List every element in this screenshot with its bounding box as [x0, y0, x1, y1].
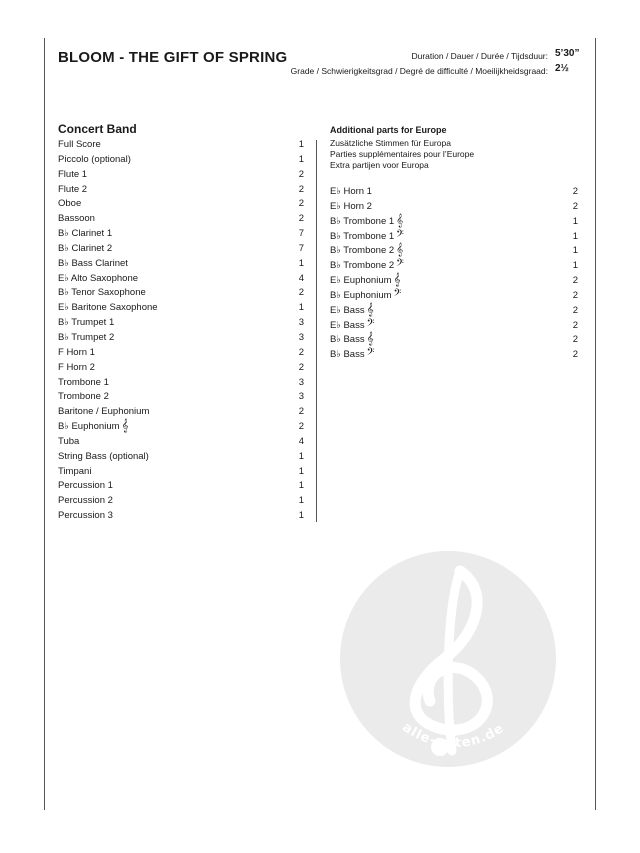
part-row [58, 272, 304, 287]
part-count: 2 [572, 200, 578, 212]
duration-value: 5’30” [555, 48, 580, 59]
part-name: E♭ Alto Saxophone [58, 272, 139, 284]
part-row [330, 185, 578, 200]
part-count: 2 [572, 349, 578, 361]
part-name: B♭ Trumpet 1 [58, 317, 115, 329]
grade-value: 2½ [555, 63, 569, 74]
part-row [330, 212, 578, 230]
part-row [58, 479, 304, 494]
part-row [58, 390, 304, 405]
part-name: E♭ Euphonium [330, 275, 392, 287]
part-name: Timpani [58, 465, 92, 477]
part-row [58, 420, 304, 435]
part-name: Flute 1 [58, 168, 88, 180]
bass-clef-icon: 𝄢 [393, 286, 402, 301]
part-row [58, 346, 304, 361]
part-name: B♭ Trombone 1 [330, 230, 395, 242]
part-name: Trombone 2 [58, 391, 109, 403]
treble-clef-icon: 𝄞 [366, 301, 374, 316]
part-count: 2 [572, 186, 578, 197]
part-row [58, 405, 304, 420]
part-name: Piccolo (optional) [58, 153, 131, 165]
part-row [58, 227, 304, 242]
part-row [330, 259, 578, 274]
part-name: Trombone 1 [58, 376, 109, 388]
part-count: 1 [298, 480, 304, 492]
part-row [330, 244, 578, 259]
part-name: B♭ Bass [330, 349, 365, 361]
part-count: 2 [298, 346, 304, 358]
part-row [330, 227, 578, 245]
part-name: B♭ Euphonium [330, 289, 392, 301]
part-row [58, 316, 304, 331]
part-count: 1 [298, 510, 304, 522]
treble-clef-icon: 𝄞 [396, 242, 404, 257]
part-count: 2 [572, 289, 578, 301]
part-row [58, 361, 304, 376]
additional-parts-french: Parties supplémentaires pour l’Europe [330, 149, 475, 159]
bass-clef-icon: 𝄢 [366, 316, 375, 331]
part-name: String Bass (optional) [58, 450, 149, 462]
part-name: B♭ Tenor Saxophone [58, 287, 146, 299]
additional-parts-german: Zusätzliche Stimmen für Europa [330, 138, 451, 148]
part-count: 2 [298, 421, 304, 433]
part-row [58, 242, 304, 257]
page-title: BLOOM - THE GIFT OF SPRING [58, 49, 288, 66]
part-count: 1 [572, 245, 578, 257]
part-row [330, 274, 578, 289]
part-count: 1 [572, 260, 578, 272]
part-row [58, 212, 304, 227]
part-count: 1 [298, 465, 304, 477]
part-name: F Horn 2 [58, 361, 95, 373]
part-row [58, 286, 304, 301]
part-count: 2 [572, 275, 578, 287]
part-count: 2 [298, 287, 304, 299]
concert-band-heading: Concert Band [58, 122, 137, 136]
part-count: 4 [298, 435, 304, 447]
part-name: E♭ Horn 2 [330, 200, 372, 212]
part-row [58, 331, 304, 346]
part-count: 2 [298, 361, 304, 373]
part-count: 7 [298, 242, 304, 254]
part-name: Flute 2 [58, 183, 88, 195]
part-count: 1 [572, 215, 578, 227]
concert-band-parts-list [58, 138, 304, 524]
part-count: 1 [298, 450, 304, 462]
additional-parts-list [330, 185, 578, 363]
part-count: 1 [298, 139, 304, 150]
part-row [58, 183, 304, 198]
part-count: 2 [298, 213, 304, 225]
part-name: E♭ Baritone Saxophone [58, 302, 158, 314]
right-margin-rule [595, 38, 596, 810]
part-name: B♭ Trombone 1 [330, 215, 395, 227]
part-name: Bassoon [58, 213, 95, 225]
part-name: B♭ Euphonium [58, 421, 120, 433]
part-row [58, 509, 304, 524]
watermark-badge [340, 551, 556, 767]
treble-clef-icon: 𝄞 [366, 331, 374, 346]
part-count: 1 [298, 302, 304, 314]
part-row [58, 435, 304, 450]
part-row [58, 168, 304, 183]
part-name: B♭ Clarinet 1 [58, 228, 113, 240]
part-count: 2 [572, 319, 578, 331]
part-name: B♭ Bass Clarinet [58, 257, 128, 269]
bass-clef-icon: 𝄢 [396, 227, 404, 242]
watermark-text: alle-noten.de [399, 719, 508, 752]
treble-clef-icon: 𝄞 [396, 212, 404, 227]
part-name: E♭ Bass [330, 319, 365, 331]
part-name: Oboe [58, 198, 82, 210]
part-row [58, 138, 304, 153]
part-row [330, 200, 578, 215]
part-count: 1 [298, 495, 304, 507]
part-count: 1 [298, 153, 304, 165]
treble-clef-icon [340, 551, 556, 767]
part-count: 2 [572, 304, 578, 316]
duration-label: Duration / Dauer / Durée / Tijdsduur: [411, 51, 548, 61]
part-name: B♭ Trombone 2 [330, 245, 395, 257]
part-name: E♭ Bass [330, 304, 365, 316]
additional-parts-dutch: Extra partijen voor Europa [330, 160, 429, 170]
part-count: 2 [298, 406, 304, 418]
part-count: 7 [298, 228, 304, 240]
part-row [58, 301, 304, 316]
part-row [58, 494, 304, 509]
part-count: 2 [298, 198, 304, 210]
part-name: Percussion 3 [58, 510, 113, 522]
part-row [330, 348, 578, 363]
part-name: F Horn 1 [58, 346, 95, 358]
part-row [58, 197, 304, 212]
part-count: 2 [298, 183, 304, 195]
part-count: 2 [298, 168, 304, 180]
part-count: 3 [298, 331, 304, 343]
part-row [58, 153, 304, 168]
part-name: E♭ Horn 1 [330, 186, 372, 197]
part-name: B♭ Trombone 2 [330, 260, 395, 272]
part-row [58, 450, 304, 465]
part-name: Percussion 2 [58, 495, 113, 507]
part-name: Baritone / Euphonium [58, 406, 150, 418]
part-count: 4 [298, 272, 304, 284]
part-name: Full Score [58, 139, 101, 150]
part-name: B♭ Bass [330, 334, 365, 346]
part-count: 1 [298, 257, 304, 269]
part-count: 3 [298, 391, 304, 403]
part-count: 1 [572, 230, 578, 242]
additional-parts-heading: Additional parts for Europe [330, 125, 447, 135]
part-name: B♭ Trumpet 2 [58, 331, 115, 343]
column-divider [316, 140, 317, 522]
grade-label: Grade / Schwierigkeitsgrad / Degré de difficulté / Moeilijkheidsgraad: [290, 66, 548, 76]
treble-clef-icon: 𝄞 [121, 418, 129, 433]
part-name: Percussion 1 [58, 480, 113, 492]
part-count: 3 [298, 317, 304, 329]
treble-clef-icon: 𝄞 [393, 272, 401, 287]
bass-clef-icon: 𝄢 [396, 257, 404, 272]
part-count: 2 [572, 334, 578, 346]
part-count: 3 [298, 376, 304, 388]
part-row [58, 376, 304, 391]
part-row [58, 465, 304, 480]
part-row [58, 257, 304, 272]
bass-clef-icon: 𝄢 [366, 346, 375, 361]
left-margin-rule [44, 38, 45, 810]
part-name: Tuba [58, 435, 80, 447]
part-name: B♭ Clarinet 2 [58, 242, 113, 254]
